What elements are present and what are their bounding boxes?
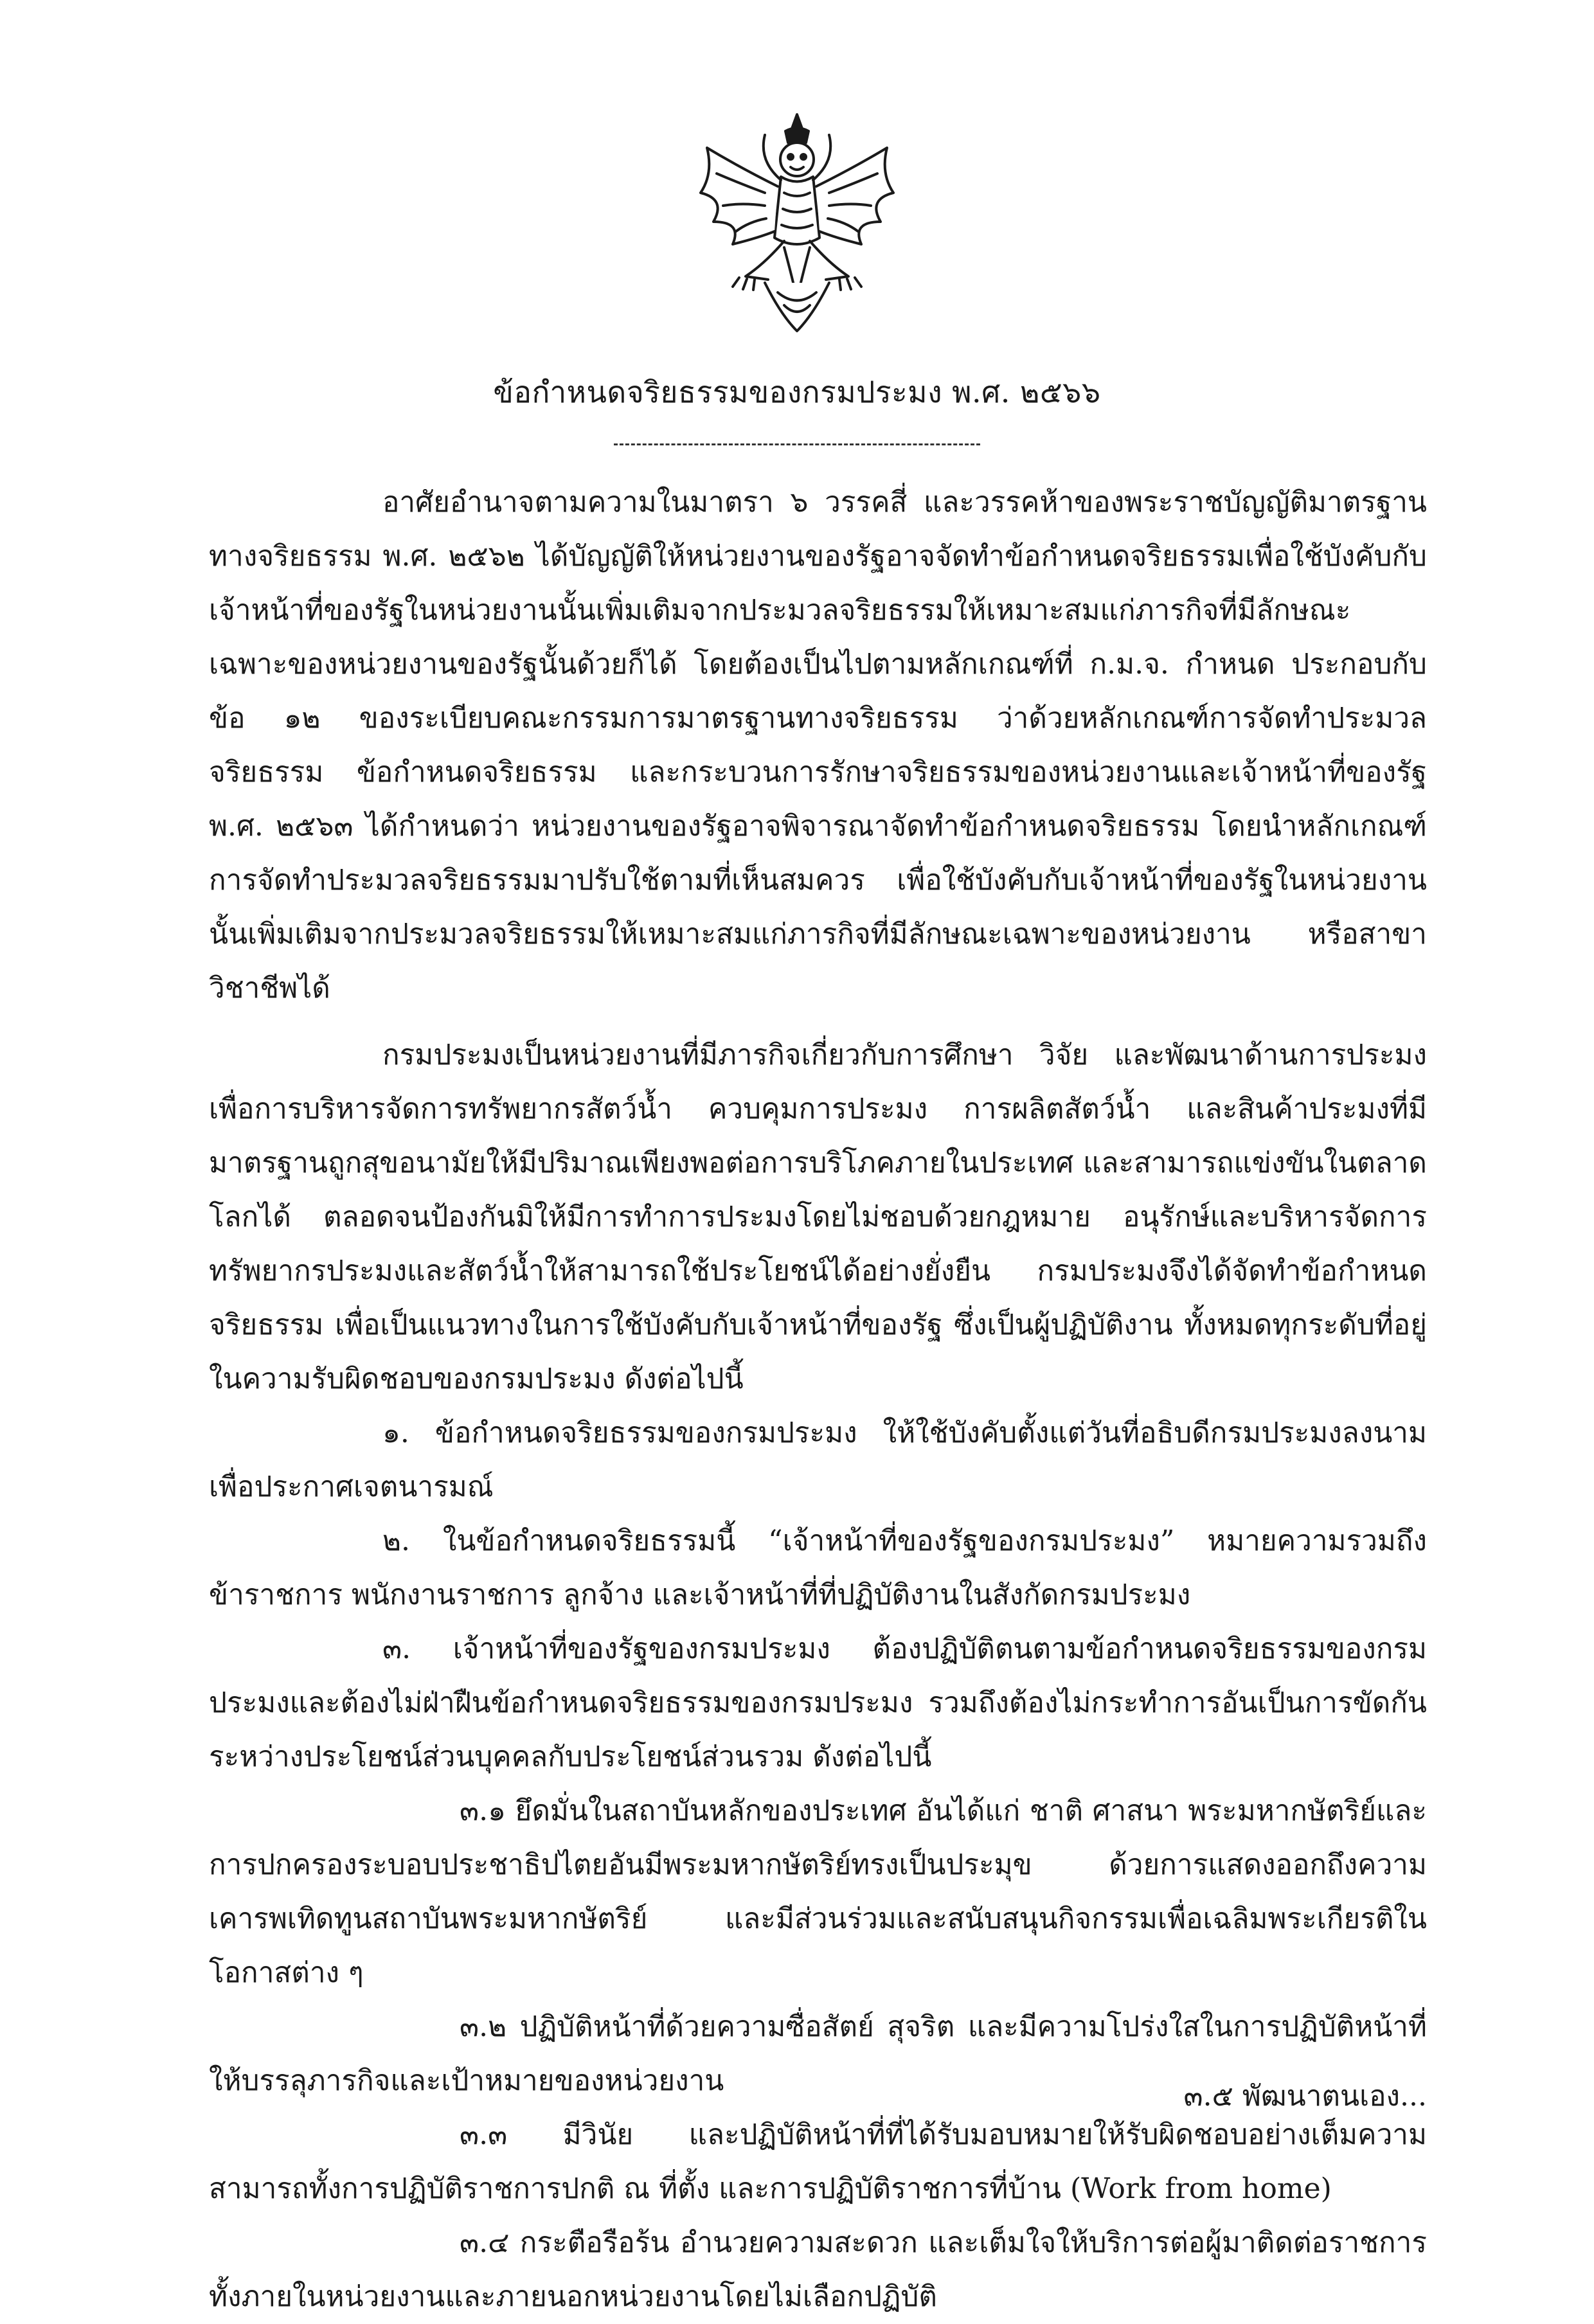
document-title: ข้อกำหนดจริยธรรมของกรมประมง พ.ศ. ๒๕๖๖ [493,375,1101,409]
continuation-text: ๓.๕ พัฒนาตนเอง... [1183,2080,1427,2113]
garuda-emblem-icon [688,109,906,341]
clause-3-4: ๓.๔ กระตือรือร้น อำนวยความสะดวก และเต็มใจให้บริการต่อผู้มาติดต่อราชการทั้งภายในหน่วยงานและภายนอกหน่วยงานโดยไม่เลือกปฏิบัติ [209,2226,1427,2313]
title-divider [614,443,980,445]
clause-1: ๑. ข้อกำหนดจริยธรรมของกรมประมง ให้ใช้บังคับตั้งแต่วันที่อธิบดีกรมประมงลงนามเพื่อประกาศเจตนารมณ์ [209,1417,1427,1503]
clause-3-3: ๓.๓ มีวินัย และปฏิบัติหน้าที่ที่ได้รับมอบหมายให้รับผิดชอบอย่างเต็มความสามารถทั้งการปฏิบัติราชการปกติ ณ ที่ตั้ง และการปฏิบัติราชการที่บ้าน (Work from home) [209,2118,1427,2205]
clause-3-2: ๓.๒ ปฏิบัติหน้าที่ด้วยความซื่อสัตย์ สุจริต และมีความโปร่งใสในการปฏิบัติหน้าที่ให้บรรลุภารกิจและเป้าหมายของหน่วยงาน [209,2010,1427,2097]
clause-3: ๓. เจ้าหน้าที่ของรัฐของกรมประมง ต้องปฏิบัติตนตามข้อกำหนดจริยธรรมของกรมประมงและต้องไม่ฝ่าฝืนข้อกำหนดจริยธรรมของกรมประมง รวมถึงต้องไม่กระทำการอันเป็นการขัดกันระหว่างประโยชน์ส่วนบุคคลกับประโยชน์ส่วนรวม ดังต่อไปนี้ [209,1632,1427,1773]
mission-paragraph: กรมประมงเป็นหน่วยงานที่มีภารกิจเกี่ยวกับการศึกษา วิจัย และพัฒนาด้านการประมงเพื่อการบริหารจัดการทรัพยากรสัตว์น้ำ ควบคุมการประมง การผลิตสัตว์น้ำ และสินค้าประมงที่มีมาตรฐานถูกสุขอนามัยให้มีปริมาณเพียงพอต่อการบริโภคภายในประเทศ และสามารถแข่งขันในตลาดโลกได้ ตลอดจนป้องกันมิให้มีการทำการประมงโดยไม่ชอบด้วยกฎหมาย อนุรักษ์และบริหารจัดการทรัพยากรประมงและสัตว์น้ำให้สามารถใช้ประโยชน์ได้อย่างยั่งยืน กรมประมงจึงได้จัดทำข้อกำหนดจริยธรรม เพื่อเป็นแนวทางในการใช้บังคับกับเจ้าหน้าที่ของรัฐ ซึ่งเป็นผู้ปฏิบัติงาน ทั้งหมดทุกระดับที่อยู่ในความรับผิดชอบของกรมประมง ดังต่อไปนี้ [209,1039,1427,1395]
preamble-paragraph: อาศัยอำนาจตามความในมาตรา ๖ วรรคสี่ และวรรคห้าของพระราชบัญญัติมาตรฐานทางจริยธรรม พ.ศ. ๒๕๖๒ ได้บัญญัติให้หน่วยงานของรัฐอาจจัดทำข้อกำหนดจริยธรรมเพื่อใช้บังคับกับเจ้าหน้าที่ของรัฐในหน่วยงานนั้นเพิ่มเติมจากประมวลจริยธรรมให้เหมาะสมแก่ภารกิจที่มีลักษณะเฉพาะของหน่วยงานของรัฐนั้นด้วยก็ได้ โดยต้องเป็นไปตามหลักเกณฑ์ที่ ก.ม.จ. กำหนด ประกอบกับข้อ ๑๒ ของระเบียบคณะกรรมการมาตรฐานทางจริยธรรม ว่าด้วยหลักเกณฑ์การจัดทำประมวลจริยธรรม ข้อกำหนดจริยธรรม และกระบวนการรักษาจริยธรรมของหน่วยงานและเจ้าหน้าที่ของรัฐ พ.ศ. ๒๕๖๓ ได้กำหนดว่า หน่วยงานของรัฐอาจพิจารณาจัดทำข้อกำหนดจริยธรรม โดยนำหลักเกณฑ์การจัดทำประมวลจริยธรรมมาปรับใช้ตามที่เห็นสมควร เพื่อใช้บังคับกับเจ้าหน้าที่ของรัฐในหน่วยงานนั้นเพิ่มเติมจากประมวลจริยธรรมให้เหมาะสมแก่ภารกิจที่มีลักษณะเฉพาะของหน่วยงาน หรือสาขาวิชาชีพได้ [209,486,1427,1005]
document-body [209,476,1427,2324]
clause-3-1: ๓.๑ ยึดมั่นในสถาบันหลักของประเทศ อันได้แก่ ชาติ ศาสนา พระมหากษัตริย์และการปกครองระบอบประชาธิปไตยอันมีพระมหากษัตริย์ทรงเป็นประมุข ด้วยการแสดงออกถึงความเคารพเทิดทูนสถาบันพระมหากษัตริย์ และมีส่วนร่วมและสนับสนุนกิจกรรมเพื่อเฉลิมพระเกียรติในโอกาสต่าง ๆ [209,1794,1427,1989]
clause-2: ๒. ในข้อกำหนดจริยธรรมนี้ “เจ้าหน้าที่ของรัฐของกรมประมง” หมายความรวมถึงข้าราชการ พนักงานราชการ ลูกจ้าง และเจ้าหน้าที่ที่ปฏิบัติงานในสังกัดกรมประมง [209,1524,1427,1611]
